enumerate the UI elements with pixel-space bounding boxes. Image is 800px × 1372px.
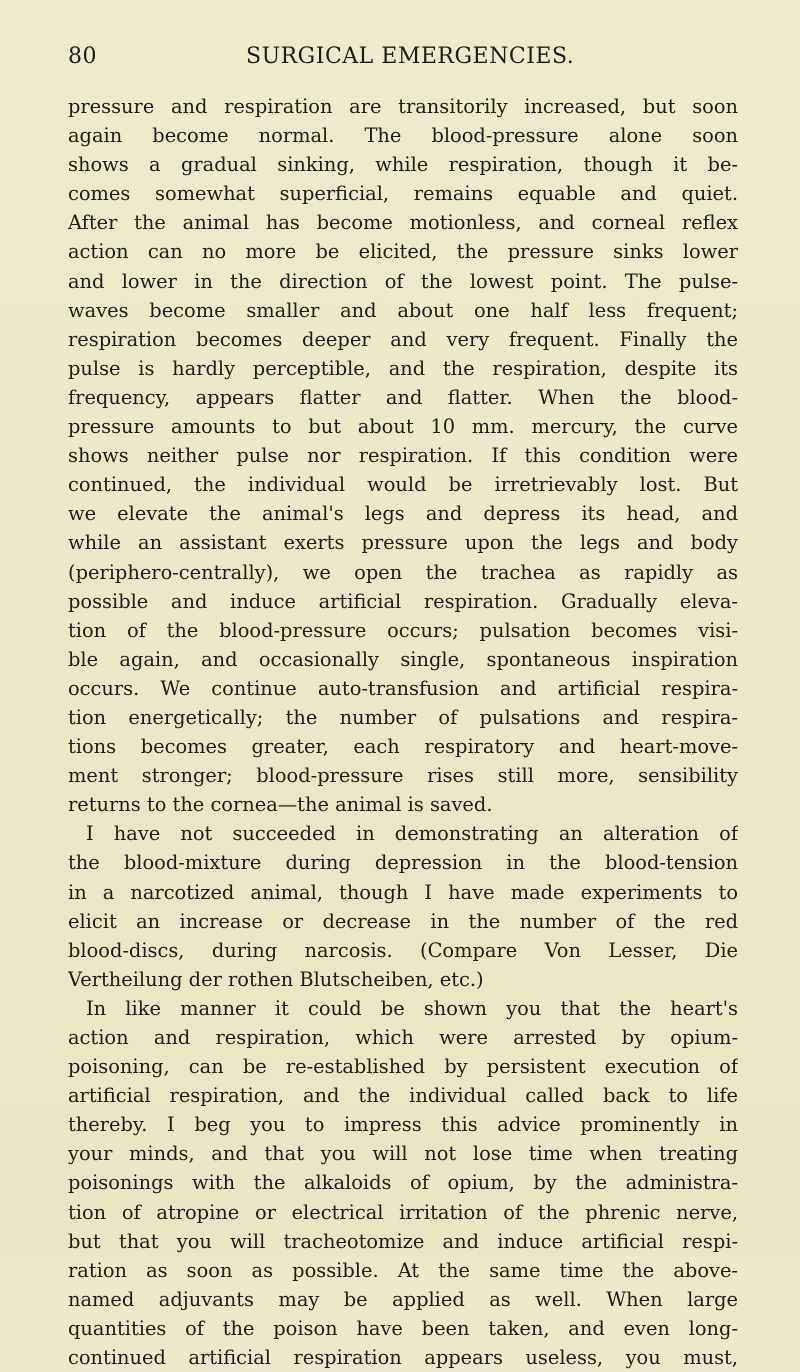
text-line: ration as soon as possible. At the same time the above- — [68, 1258, 738, 1282]
text-line: action and respiration, which were arrested by opium- — [68, 1026, 738, 1049]
text-line: waves become smaller and about one half less frequent; — [68, 298, 738, 322]
running-head — [68, 44, 748, 78]
text-line: while an assistant exerts pressure upon the legs and body — [68, 531, 738, 555]
text-line: shows a gradual sinking, while respiration, though it be- — [68, 153, 738, 177]
text-line: tion of atropine or electrical irritation of the phrenic nerve, — [68, 1200, 738, 1224]
text-line: quantities of the poison have been taken, and even long- — [68, 1316, 738, 1340]
text-line: continued artificial respiration appears useless, you must, — [68, 1346, 738, 1370]
text-line: tions becomes greater, each respiratory and heart-move- — [68, 735, 738, 759]
text-line: your minds, and that you will not lose time when treating — [68, 1142, 738, 1166]
text-line: blood-discs, during narcosis. (Compare Von Lesser, Die — [68, 938, 738, 962]
text-line: thereby. I beg you to impress this advice prominently in — [68, 1113, 738, 1137]
text-line: continued, the individual would be irretrievably lost. But — [68, 473, 738, 497]
text-line: poisoning, can be re-established by persistent execution of — [68, 1055, 738, 1079]
body-text — [68, 92, 738, 1372]
text-line: we elevate the animal's legs and depress its head, and — [68, 502, 738, 526]
text-line: occurs. We continue auto-transfusion and artificial respira- — [68, 676, 738, 700]
text-line: the blood-mixture during depression in the blood-tension — [68, 851, 738, 875]
text-line: pressure amounts to but about 10 mm. mercury, the curve — [68, 415, 738, 439]
text-line: poisonings with the alkaloids of opium, by the administra- — [68, 1171, 738, 1195]
text-line: comes somewhat superficial, remains equable and quiet. — [68, 182, 738, 206]
text-line: pressure and respiration are transitorily increased, but soon — [68, 95, 738, 118]
text-line: returns to the cornea—the animal is saved. — [68, 793, 493, 817]
text-line: and lower in the direction of the lowest point. The pulse- — [68, 269, 738, 293]
text-line: tion energetically; the number of pulsations and respira- — [68, 705, 738, 729]
text-line: elicit an increase or decrease in the number of the red — [68, 909, 738, 933]
text-line: ment stronger; blood-pressure rises still more, sensibility — [68, 764, 738, 788]
text-line: but that you will tracheotomize and induce artificial respi- — [68, 1229, 738, 1253]
text-line: action can no more be elicited, the pressure sinks lower — [68, 240, 738, 264]
text-line: (periphero-centrally), we open the trachea as rapidly as — [68, 560, 738, 584]
text-line: I have not succeeded in demonstrating an alteration of — [86, 822, 738, 846]
text-line: again become normal. The blood-pressure alone soon — [68, 124, 738, 148]
text-line: In like manner it could be shown you that the heart's — [86, 996, 738, 1020]
text-line: ble again, and occasionally single, spontaneous inspiration — [68, 647, 738, 671]
text-line: frequency, appears flatter and flatter. When the blood- — [68, 385, 738, 409]
text-line: in a narcotized animal, though I have made experiments to — [68, 880, 738, 904]
text-line: Vertheilung der rothen Blutscheiben, etc.) — [68, 967, 484, 991]
text-line: possible and induce artificial respiration. Gradually eleva- — [68, 589, 738, 613]
text-line: artificial respiration, and the individual called back to life — [68, 1084, 738, 1108]
text-line: tion of the blood-pressure occurs; pulsation becomes visi- — [68, 618, 738, 642]
text-line: shows neither pulse nor respiration. If this condition were — [68, 444, 738, 468]
running-title: SURGICAL EMERGENCIES. — [246, 44, 575, 69]
page-number: 80 — [68, 44, 97, 69]
text-line: pulse is hardly perceptible, and the respiration, despite its — [68, 356, 738, 380]
text-line: respiration becomes deeper and very frequent. Finally the — [68, 327, 738, 351]
text-line: named adjuvants may be applied as well. When large — [68, 1287, 738, 1311]
text-line: After the animal has become motionless, and corneal reflex — [68, 211, 738, 235]
